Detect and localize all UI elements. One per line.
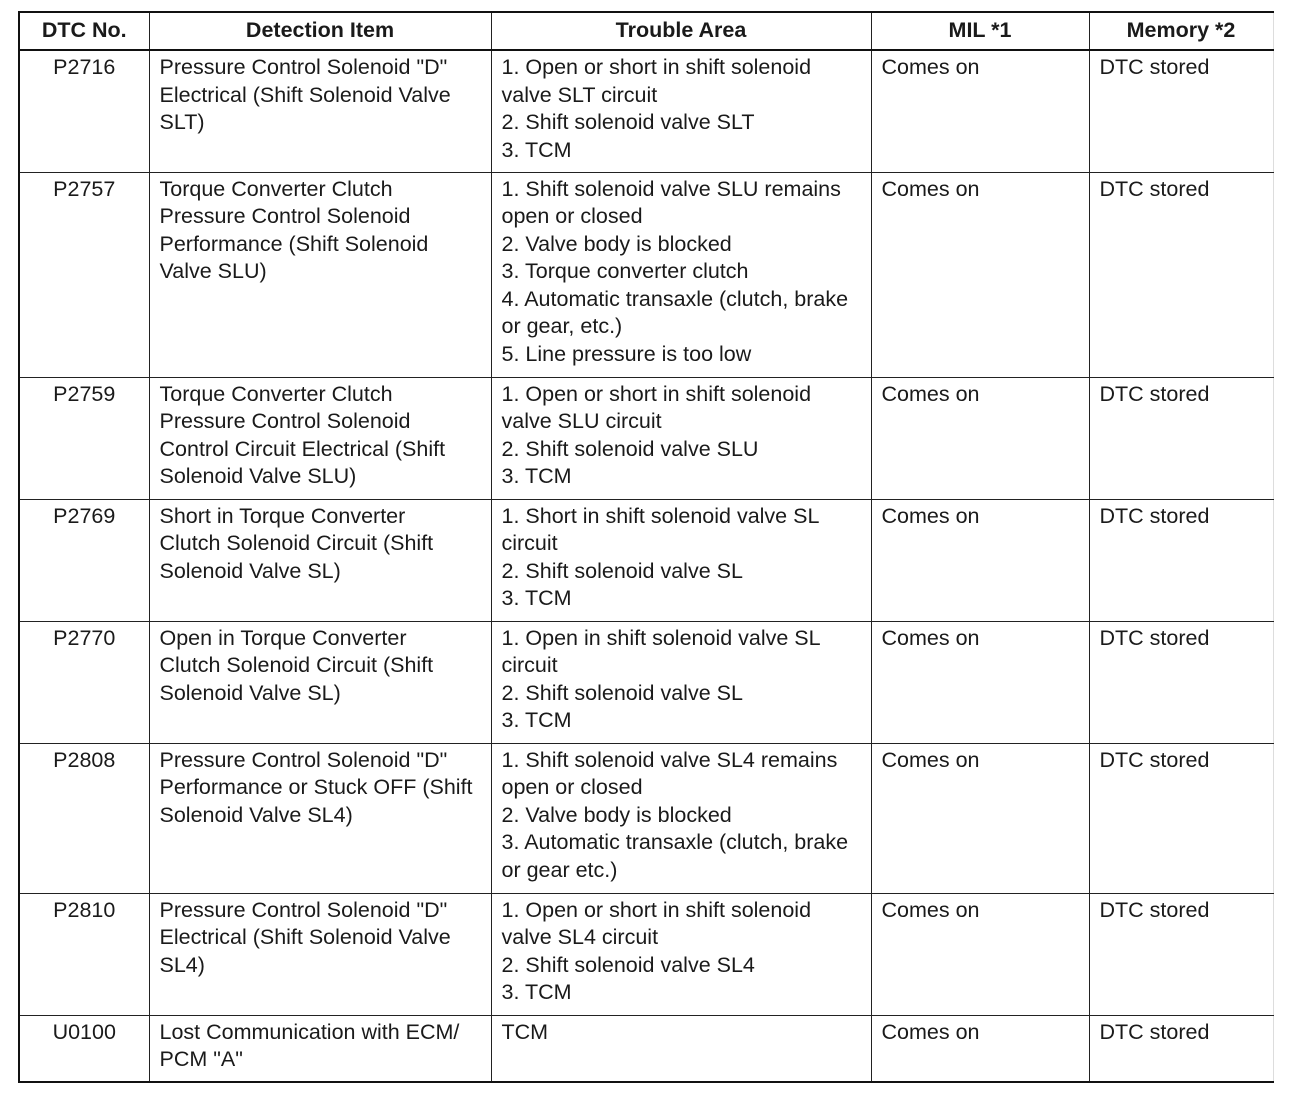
detection-item-cell bbox=[149, 621, 491, 743]
trouble-area-line: 1. Open in shift solenoid valve SL bbox=[501, 625, 821, 650]
header-detection-item: Detection Item bbox=[149, 12, 491, 50]
dtc-code-cell: P2716 bbox=[19, 50, 149, 172]
trouble-area-line: 1. Open or short in shift solenoid bbox=[501, 55, 812, 79]
trouble-area-cell bbox=[491, 499, 871, 621]
table-row bbox=[19, 50, 1273, 172]
dtc-code-cell: U0100 bbox=[19, 1015, 149, 1082]
dtc-code-cell: P2808 bbox=[19, 743, 149, 893]
trouble-area-line: valve SLT circuit bbox=[501, 82, 658, 107]
dtc-code-cell: P2759 bbox=[19, 377, 149, 499]
mil-cell: Comes on bbox=[871, 893, 1089, 1015]
trouble-area-cell bbox=[491, 377, 871, 499]
detection-item-line: Performance or Stuck OFF (Shift bbox=[159, 775, 473, 800]
trouble-area-line: 3. TCM bbox=[501, 464, 572, 489]
mil-cell: Comes on bbox=[871, 1015, 1089, 1082]
trouble-area-line: 2. Shift solenoid valve SL4 bbox=[501, 952, 755, 977]
detection-item-line: Clutch Solenoid Circuit (Shift bbox=[159, 531, 434, 556]
dtc-code-cell: P2770 bbox=[19, 621, 149, 743]
trouble-area-line: 5. Line pressure is too low bbox=[501, 342, 752, 367]
detection-item-line: Pressure Control Solenoid "D" bbox=[159, 747, 448, 772]
detection-item-cell bbox=[149, 893, 491, 1015]
memory-cell: DTC stored bbox=[1089, 377, 1273, 499]
trouble-area-line: 1. Open or short in shift solenoid bbox=[501, 381, 812, 406]
trouble-area-line: 2. Shift solenoid valve SLT bbox=[501, 110, 755, 135]
detection-item-line: Short in Torque Converter bbox=[159, 503, 406, 528]
table-row bbox=[19, 377, 1273, 499]
detection-item-cell bbox=[149, 172, 491, 377]
trouble-area-line: 2. Shift solenoid valve SLU bbox=[501, 436, 759, 461]
mil-cell: Comes on bbox=[871, 50, 1089, 172]
trouble-area-line: 3. TCM bbox=[501, 586, 572, 611]
detection-item-line: Control Circuit Electrical (Shift bbox=[159, 436, 446, 461]
trouble-area-cell bbox=[491, 50, 871, 172]
trouble-area-line: 2. Valve body is blocked bbox=[501, 231, 732, 256]
memory-cell: DTC stored bbox=[1089, 499, 1273, 621]
detection-item-line: Clutch Solenoid Circuit (Shift bbox=[159, 653, 434, 678]
trouble-area-line: circuit bbox=[501, 531, 558, 556]
detection-item-line: Valve SLU) bbox=[159, 259, 267, 284]
trouble-area-line: TCM bbox=[501, 1019, 549, 1044]
trouble-area-line: 1. Shift solenoid valve SL4 remains bbox=[501, 747, 838, 772]
trouble-area-line: 2. Shift solenoid valve SL bbox=[501, 558, 743, 583]
mil-cell: Comes on bbox=[871, 172, 1089, 377]
detection-item-cell bbox=[149, 1015, 491, 1082]
trouble-area-line: 1. Open or short in shift solenoid bbox=[501, 897, 812, 922]
trouble-area-line: 2. Shift solenoid valve SL bbox=[501, 680, 743, 705]
detection-item-line: Pressure Control Solenoid bbox=[159, 204, 411, 229]
trouble-area-line: or gear etc.) bbox=[501, 857, 618, 882]
memory-cell: DTC stored bbox=[1089, 621, 1273, 743]
memory-cell: DTC stored bbox=[1089, 893, 1273, 1015]
trouble-area-line: open or closed bbox=[501, 204, 643, 229]
detection-item-line: Solenoid Valve SL) bbox=[159, 680, 341, 705]
detection-item-line: Solenoid Valve SL) bbox=[159, 558, 341, 583]
detection-item-line: SLT) bbox=[159, 110, 205, 135]
memory-cell: DTC stored bbox=[1089, 50, 1273, 172]
dtc-code-cell: P2769 bbox=[19, 499, 149, 621]
mil-cell: Comes on bbox=[871, 621, 1089, 743]
mil-cell: Comes on bbox=[871, 743, 1089, 893]
trouble-area-line: circuit bbox=[501, 653, 558, 678]
trouble-area-line: or gear, etc.) bbox=[501, 314, 623, 339]
detection-item-line: Performance (Shift Solenoid bbox=[159, 231, 429, 256]
detection-item-line: Pressure Control Solenoid "D" bbox=[159, 55, 448, 79]
trouble-area-line: 1. Short in shift solenoid valve SL bbox=[501, 503, 820, 528]
trouble-area-cell bbox=[491, 893, 871, 1015]
trouble-area-line: 3. Torque converter clutch bbox=[501, 259, 749, 284]
dtc-table bbox=[18, 11, 1274, 1083]
detection-item-line: Torque Converter Clutch bbox=[159, 176, 393, 201]
header-trouble-area: Trouble Area bbox=[491, 12, 871, 50]
trouble-area-line: open or closed bbox=[501, 775, 643, 800]
memory-cell: DTC stored bbox=[1089, 1015, 1273, 1082]
trouble-area-cell bbox=[491, 743, 871, 893]
memory-cell: DTC stored bbox=[1089, 172, 1273, 377]
memory-cell: DTC stored bbox=[1089, 743, 1273, 893]
trouble-area-line: 3. Automatic transaxle (clutch, brake bbox=[501, 830, 849, 855]
trouble-area-line: 4. Automatic transaxle (clutch, brake bbox=[501, 286, 849, 311]
detection-item-line: Electrical (Shift Solenoid Valve bbox=[159, 82, 451, 107]
header-dtc-no: DTC No. bbox=[19, 12, 149, 50]
header-mil: MIL *1 bbox=[871, 12, 1089, 50]
table-row bbox=[19, 1015, 1273, 1082]
detection-item-line: Solenoid Valve SL4) bbox=[159, 802, 353, 827]
trouble-area-line: 3. TCM bbox=[501, 708, 572, 733]
detection-item-line: Lost Communication with ECM/ bbox=[159, 1019, 460, 1044]
detection-item-line: Solenoid Valve SLU) bbox=[159, 464, 357, 489]
trouble-area-cell bbox=[491, 172, 871, 377]
detection-item-line: Pressure Control Solenoid "D" bbox=[159, 897, 448, 922]
table-row bbox=[19, 893, 1273, 1015]
header-row bbox=[19, 12, 1273, 50]
trouble-area-line: 1. Shift solenoid valve SLU remains bbox=[501, 176, 841, 201]
dtc-code-cell: P2757 bbox=[19, 172, 149, 377]
detection-item-line: SL4) bbox=[159, 952, 205, 977]
dtc-code-cell: P2810 bbox=[19, 893, 149, 1015]
table-body bbox=[19, 50, 1273, 1082]
trouble-area-line: valve SLU circuit bbox=[501, 409, 662, 434]
detection-item-cell bbox=[149, 743, 491, 893]
trouble-area-line: 3. TCM bbox=[501, 980, 572, 1005]
trouble-area-line: 2. Valve body is blocked bbox=[501, 802, 732, 827]
trouble-area-line: 3. TCM bbox=[501, 137, 572, 162]
table-row bbox=[19, 621, 1273, 743]
mil-cell: Comes on bbox=[871, 499, 1089, 621]
detection-item-cell bbox=[149, 499, 491, 621]
table-row bbox=[19, 743, 1273, 893]
trouble-area-cell bbox=[491, 621, 871, 743]
table-row bbox=[19, 172, 1273, 377]
detection-item-line: PCM "A" bbox=[159, 1047, 243, 1072]
detection-item-line: Pressure Control Solenoid bbox=[159, 409, 411, 434]
header-memory: Memory *2 bbox=[1089, 12, 1273, 50]
trouble-area-cell bbox=[491, 1015, 871, 1082]
mil-cell: Comes on bbox=[871, 377, 1089, 499]
detection-item-cell bbox=[149, 377, 491, 499]
trouble-area-line: valve SL4 circuit bbox=[501, 925, 659, 950]
detection-item-cell bbox=[149, 50, 491, 172]
table-row bbox=[19, 499, 1273, 621]
detection-item-line: Torque Converter Clutch bbox=[159, 381, 393, 406]
detection-item-line: Electrical (Shift Solenoid Valve bbox=[159, 925, 451, 950]
detection-item-line: Open in Torque Converter bbox=[159, 625, 407, 650]
